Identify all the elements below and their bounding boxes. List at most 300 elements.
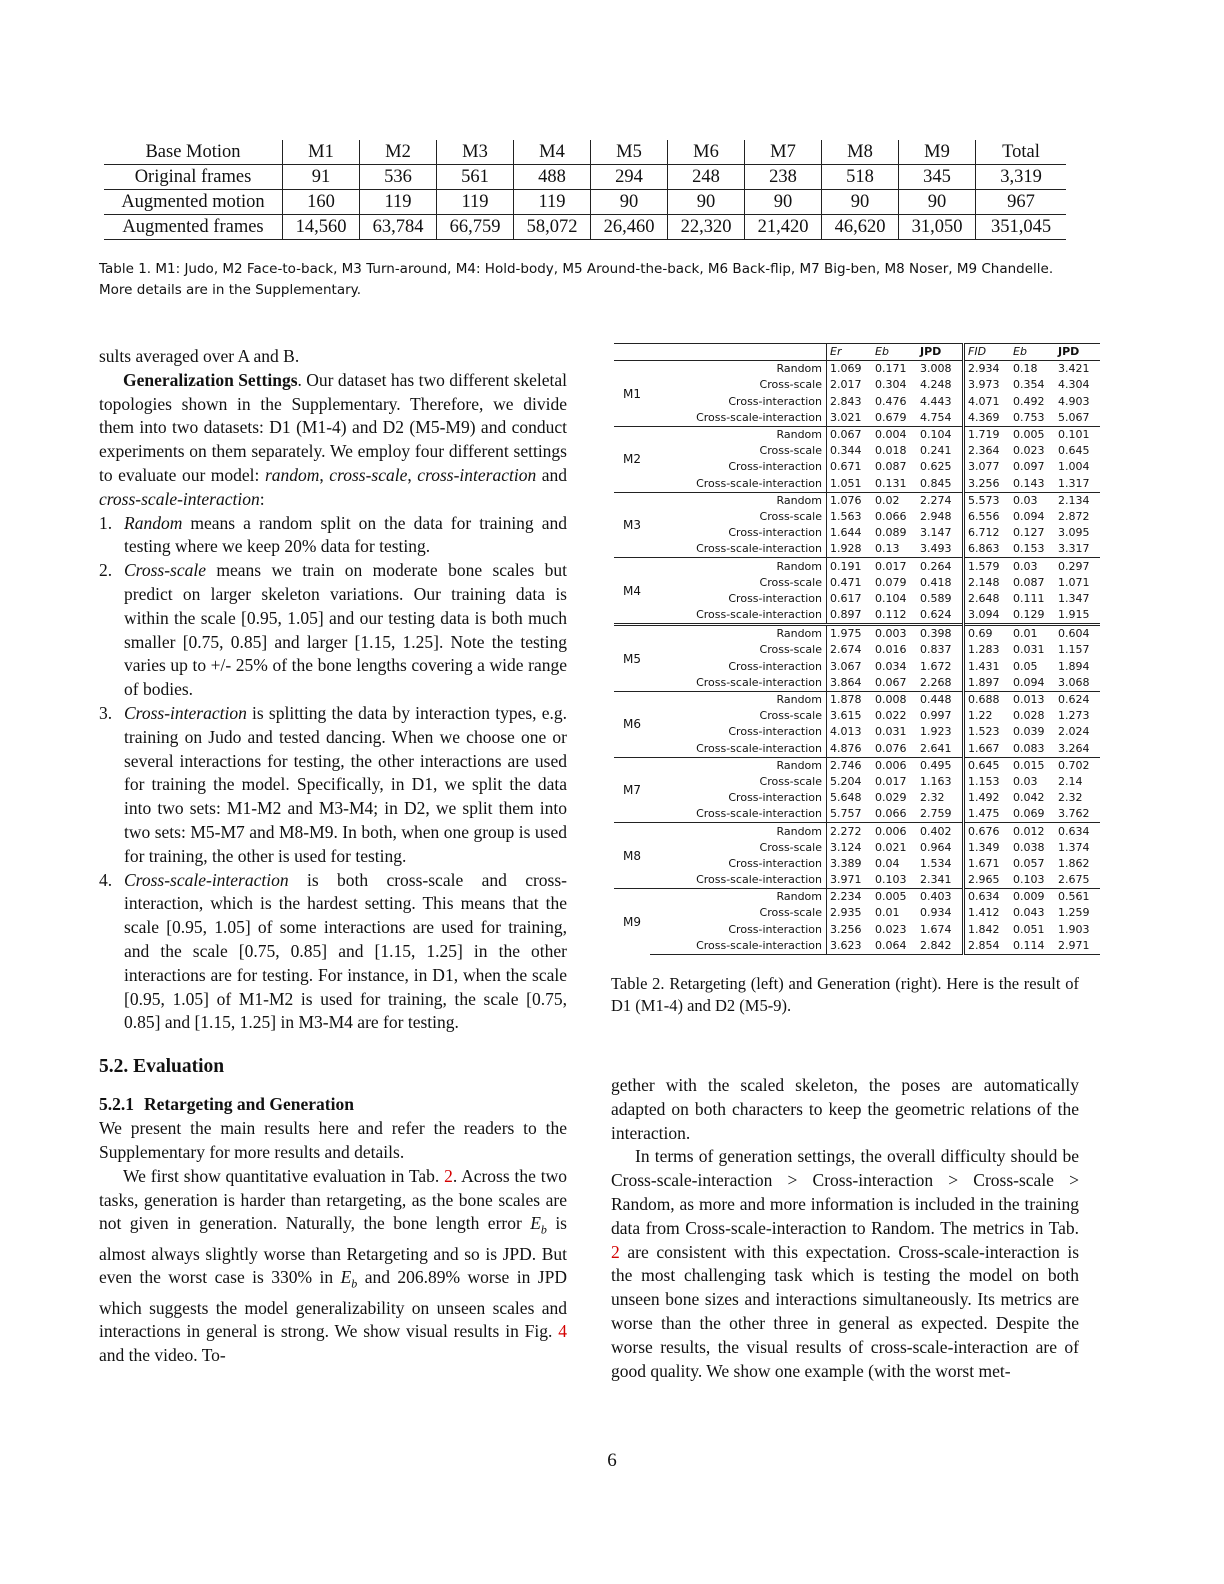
table-cell: 0.495 bbox=[917, 757, 964, 774]
table-cell: M3 bbox=[437, 140, 514, 165]
table-row bbox=[614, 410, 1100, 427]
table-row bbox=[614, 708, 1100, 724]
table-cell: 3.264 bbox=[1058, 741, 1090, 755]
table-row bbox=[614, 872, 1100, 889]
table-cell: 5.204 bbox=[830, 774, 862, 788]
table-cell: 1.283 bbox=[968, 643, 1000, 657]
table-header-row: Er Eb JPD FID Eb JPD bbox=[614, 344, 1100, 361]
table-cell: 1.157 bbox=[1058, 643, 1090, 657]
table-cell: 31,050 bbox=[899, 215, 976, 240]
table-row bbox=[614, 889, 1100, 906]
table-cell: 1.862 bbox=[1058, 856, 1090, 870]
motion-label: M8 bbox=[614, 823, 650, 889]
motion-label: M5 bbox=[614, 625, 650, 692]
setting-label: Random bbox=[650, 625, 827, 643]
table-cell: 6.712 bbox=[968, 526, 1000, 540]
setting-label: Random bbox=[650, 889, 827, 906]
table-cell: 2.024 bbox=[1058, 725, 1090, 739]
table-cell: 21,420 bbox=[745, 215, 822, 240]
table-cell: 0.031 bbox=[875, 725, 907, 739]
table-cell: 1.897 bbox=[968, 675, 1000, 689]
paragraph: sults averaged over A and B. bbox=[99, 346, 300, 366]
table-ref-link[interactable]: 2 bbox=[611, 1241, 620, 1262]
table-row bbox=[614, 377, 1100, 393]
table-row bbox=[614, 625, 1100, 643]
table-cell: 2.843 bbox=[830, 394, 862, 408]
table-cell: 0.101 bbox=[1055, 426, 1100, 443]
table-row bbox=[614, 922, 1100, 938]
setting-label: Cross-scale bbox=[650, 905, 827, 921]
table-cell: 1.644 bbox=[830, 526, 862, 540]
table-cell: 0.671 bbox=[830, 460, 862, 474]
table-cell: 248 bbox=[668, 165, 745, 190]
table-cell: 3.971 bbox=[830, 873, 862, 887]
table-cell: 14,560 bbox=[283, 215, 360, 240]
table-cell: 0.111 bbox=[1013, 591, 1045, 605]
table-cell: 0.604 bbox=[1055, 625, 1100, 643]
table-cell: 0.617 bbox=[830, 591, 862, 605]
table-cell: 1.22 bbox=[968, 709, 993, 723]
table-cell: 0.008 bbox=[872, 691, 917, 708]
table-cell: 0.897 bbox=[830, 608, 862, 622]
table-cell: 561 bbox=[437, 165, 514, 190]
table-cell: 0.934 bbox=[917, 905, 964, 921]
table-cell: Total bbox=[976, 140, 1067, 165]
right-column bbox=[611, 1074, 1079, 1383]
motion-label: M9 bbox=[614, 889, 650, 955]
table-row bbox=[104, 165, 1066, 190]
table-cell: 0.153 bbox=[1013, 542, 1045, 556]
table-cell: M5 bbox=[591, 140, 668, 165]
table-cell: 4.903 bbox=[1058, 394, 1090, 408]
table-cell: 0.039 bbox=[1013, 725, 1045, 739]
table-cell: 0.028 bbox=[1013, 709, 1045, 723]
table-cell: 46,620 bbox=[822, 215, 899, 240]
table-row bbox=[614, 856, 1100, 872]
table-row bbox=[614, 394, 1100, 410]
table-cell: 0.131 bbox=[875, 476, 907, 490]
table-cell: 2.971 bbox=[1055, 938, 1100, 955]
table-cell: 4.248 bbox=[917, 377, 964, 393]
table-cell: 1.076 bbox=[827, 492, 873, 509]
table-cell: 0.103 bbox=[875, 873, 907, 887]
table-cell: 0.127 bbox=[1013, 526, 1045, 540]
table-cell: 0.067 bbox=[827, 426, 873, 443]
table-cell: 0.103 bbox=[1013, 873, 1045, 887]
settings-list bbox=[99, 512, 567, 1036]
table-cell: 2.268 bbox=[917, 675, 964, 692]
table-cell: 1.579 bbox=[964, 558, 1011, 575]
table-cell: 536 bbox=[360, 165, 437, 190]
table-cell: 4.369 bbox=[968, 410, 1000, 424]
table-row bbox=[104, 215, 1066, 240]
table-cell: 3.973 bbox=[968, 378, 1000, 392]
table-row bbox=[614, 492, 1100, 509]
paragraph: gether with the scaled skeleton, the poses are automatically adapted on both characters to keep the geometric relations of the interaction. bbox=[611, 1075, 1079, 1143]
table-cell: 0.688 bbox=[964, 691, 1011, 708]
table-cell: 0.067 bbox=[875, 675, 907, 689]
table-cell: 0.022 bbox=[875, 709, 907, 723]
motion-label: M1 bbox=[623, 386, 641, 401]
table-cell: 0.304 bbox=[875, 378, 907, 392]
table-cell: 2.759 bbox=[917, 806, 964, 823]
table-cell: 1.492 bbox=[968, 791, 1000, 805]
setting-label: Cross-scale-interaction bbox=[650, 741, 827, 758]
table-cell: 0.066 bbox=[875, 807, 907, 821]
table-row bbox=[614, 774, 1100, 790]
table-cell: 0.079 bbox=[875, 575, 907, 589]
table-cell: 2.017 bbox=[830, 378, 862, 392]
table-cell: 3.147 bbox=[917, 525, 964, 541]
table-cell: 4.876 bbox=[830, 741, 862, 755]
table-cell: 2.935 bbox=[830, 906, 862, 920]
setting-label: Cross-scale bbox=[650, 642, 827, 658]
table-cell: 0.114 bbox=[1010, 938, 1055, 955]
figure-ref-link[interactable]: 4 bbox=[558, 1321, 567, 1342]
table-cell: 5.648 bbox=[830, 791, 862, 805]
table-cell: 3,319 bbox=[976, 165, 1067, 190]
table-cell: 2.965 bbox=[968, 873, 1000, 887]
setting-label: Cross-scale-interaction bbox=[650, 872, 827, 889]
table-cell: 1.051 bbox=[830, 476, 862, 490]
table-cell: 3.256 bbox=[830, 922, 862, 936]
table-cell: 0.034 bbox=[875, 659, 907, 673]
table-cell: 1.534 bbox=[917, 856, 964, 872]
table-cell: 0.057 bbox=[1013, 856, 1045, 870]
table-cell: 6.556 bbox=[968, 509, 1000, 523]
table-cell: 0.171 bbox=[875, 362, 907, 376]
table-cell: 0.191 bbox=[827, 558, 873, 575]
table-cell: 2.14 bbox=[1058, 774, 1083, 788]
table-cell: 0.051 bbox=[1013, 922, 1045, 936]
table-cell: 58,072 bbox=[514, 215, 591, 240]
table-cell: 0.01 bbox=[1010, 625, 1055, 643]
table-cell: 1.071 bbox=[1058, 575, 1090, 589]
table-cell: 0.702 bbox=[1055, 757, 1100, 774]
list-item: 1. Random means a random split on the data for training and testing where we keep 20% data for testing. bbox=[99, 512, 567, 557]
table-cell: 3.068 bbox=[1058, 675, 1090, 689]
table-cell: 3.008 bbox=[917, 361, 964, 378]
setting-label: Cross-interaction bbox=[650, 856, 827, 872]
table-row bbox=[614, 476, 1100, 493]
table-cell: 2.274 bbox=[917, 492, 964, 509]
table-row bbox=[614, 806, 1100, 823]
table-cell: 2.32 bbox=[917, 790, 964, 806]
table-cell: 3.124 bbox=[830, 840, 862, 854]
table-cell: 5.067 bbox=[1058, 410, 1090, 424]
table-cell: 0.029 bbox=[875, 791, 907, 805]
paragraph: We first show quantitative evaluation in Tab. 2. Across the two tasks, generation is harder than retargeting, as the bone scales are not given in generation. Naturally, the bone length error $E_b$ is almost always slightly worse than Retargeting and so is JPD. But even the worst case is 330% in $E_b$ and 206.89% worse in JPD which suggests the model generalizability on unseen scales and interactions in general is strong. We show visual results in Fig. 4 and the video. To- bbox=[99, 1165, 567, 1366]
table-cell: 1.878 bbox=[827, 691, 873, 708]
table-cell: 0.676 bbox=[964, 823, 1011, 840]
table-cell: 0.398 bbox=[917, 625, 964, 643]
table-cell: 3.762 bbox=[1058, 807, 1090, 821]
table-cell: 2.842 bbox=[917, 938, 964, 955]
table-cell: 0.012 bbox=[1010, 823, 1055, 840]
table-cell: 0.042 bbox=[1013, 791, 1045, 805]
table-cell: 0.05 bbox=[1013, 659, 1038, 673]
table-cell: 2.934 bbox=[968, 362, 1000, 376]
table-cell: 0.087 bbox=[875, 460, 907, 474]
table-cell: 1.915 bbox=[1058, 608, 1090, 622]
table-cell: 3.094 bbox=[968, 608, 1000, 622]
table-cell: 0.069 bbox=[1013, 807, 1045, 821]
table-cell: 0.097 bbox=[1013, 460, 1045, 474]
table-cell: 2.134 bbox=[1055, 492, 1100, 509]
table-cell: Original frames bbox=[104, 165, 283, 190]
table-cell: Augmented motion bbox=[104, 190, 283, 215]
setting-label: Cross-interaction bbox=[650, 525, 827, 541]
setting-label: Random bbox=[650, 361, 827, 378]
table-cell: 0.076 bbox=[875, 741, 907, 755]
table-cell: 4.754 bbox=[917, 410, 964, 427]
motion-label: M2 bbox=[614, 426, 650, 492]
list-item: 2. Cross-scale means we train on moderate bone scales but predict on larger skeleton variations. Our training data is within the scale [0.95, 1.05] and our testing data is both much smaller [0.75, 0.85] and larger [1.15, 1.25]. Note the testing varies up to +/- 25% of the bone lengths covering a wide range of bodies. bbox=[99, 560, 567, 700]
table-2-caption: Table 2. Retargeting (left) and Generation (right). Here is the result of D1 (M1-4) and D2 (M5-9). bbox=[611, 974, 1079, 1015]
table-cell: 0.094 bbox=[1013, 509, 1045, 523]
table-row bbox=[614, 840, 1100, 856]
table-row bbox=[614, 426, 1100, 443]
table-cell: 3.623 bbox=[827, 938, 873, 955]
table-cell: 1.259 bbox=[1058, 906, 1090, 920]
table-cell: 0.021 bbox=[875, 840, 907, 854]
table-cell: 0.02 bbox=[872, 492, 917, 509]
table-row bbox=[614, 642, 1100, 658]
table-row bbox=[614, 607, 1100, 625]
table-row bbox=[614, 741, 1100, 758]
setting-label: Random bbox=[650, 823, 827, 840]
table-row bbox=[614, 757, 1100, 774]
table-cell: 1.431 bbox=[968, 659, 1000, 673]
table-cell: 0.645 bbox=[1058, 444, 1090, 458]
table-cell: 0.403 bbox=[917, 889, 964, 906]
table-cell: 0.01 bbox=[875, 906, 900, 920]
table-cell: 0.043 bbox=[1013, 906, 1045, 920]
table-cell: 0.004 bbox=[872, 426, 917, 443]
table-cell: 2.746 bbox=[827, 757, 873, 774]
setting-label: Cross-scale-interaction bbox=[650, 806, 827, 823]
table-cell: M7 bbox=[745, 140, 822, 165]
table-cell: 1.563 bbox=[830, 509, 862, 523]
table-cell: 1.894 bbox=[1058, 659, 1090, 673]
table-cell: 4.071 bbox=[968, 394, 1000, 408]
setting-label: Random bbox=[650, 757, 827, 774]
table-cell: 0.845 bbox=[917, 476, 964, 493]
table-cell: 0.03 bbox=[1010, 492, 1055, 509]
table-cell: 1.153 bbox=[968, 774, 1000, 788]
table-cell: 0.009 bbox=[1010, 889, 1055, 906]
table-row bbox=[614, 591, 1100, 607]
table-1 bbox=[104, 140, 1066, 240]
table-cell: 0.089 bbox=[875, 526, 907, 540]
table-row bbox=[614, 558, 1100, 575]
setting-label: Cross-scale bbox=[650, 509, 827, 525]
table-cell: 22,320 bbox=[668, 215, 745, 240]
table-cell: 90 bbox=[745, 190, 822, 215]
table-cell: 0.837 bbox=[917, 642, 964, 658]
page-number: 6 bbox=[607, 1450, 617, 1471]
table-cell: 0.402 bbox=[917, 823, 964, 840]
table-cell: 2.648 bbox=[968, 591, 1000, 605]
setting-label: Cross-scale-interaction bbox=[650, 541, 827, 558]
table-cell: 0.753 bbox=[1013, 410, 1045, 424]
table-cell: 345 bbox=[899, 165, 976, 190]
motion-label: M4 bbox=[614, 558, 650, 625]
table-cell: 1.374 bbox=[1058, 840, 1090, 854]
table-cell: 0.645 bbox=[964, 757, 1011, 774]
table-row bbox=[614, 525, 1100, 541]
table-cell: 0.094 bbox=[1013, 675, 1045, 689]
table-cell: 0.03 bbox=[1013, 774, 1038, 788]
table-cell: 0.005 bbox=[1010, 426, 1055, 443]
setting-label: Cross-scale bbox=[650, 840, 827, 856]
table-cell: 0.69 bbox=[964, 625, 1011, 643]
table-cell: 0.492 bbox=[1013, 394, 1045, 408]
table-cell: M9 bbox=[899, 140, 976, 165]
setting-label: Cross-interaction bbox=[650, 790, 827, 806]
paragraph: In terms of generation settings, the overall difficulty should be Cross-scale-interaction > Cross-interaction > Cross-scale > Random, as more and more information is included in the training data from Cross-scale-interaction to Random. The metrics in Tab. 2 are consistent with this expectation. Cross-scale-interaction is the most challenging task which is testing the model on both unseen bone sizes and interactions simultaneously. Its metrics are worse than the other three in general as expected. Despite the worse results, the visual results of cross-scale-interaction are of good quality. We show one example (with the worst met- bbox=[611, 1146, 1079, 1381]
setting-label: Random bbox=[650, 691, 827, 708]
table-cell: 0.624 bbox=[917, 607, 964, 625]
table-cell: 3.421 bbox=[1058, 362, 1090, 376]
table-cell: 0.04 bbox=[875, 856, 900, 870]
table-cell: 0.241 bbox=[917, 443, 964, 459]
table-cell: 1.672 bbox=[917, 659, 964, 675]
setting-label: Cross-scale-interaction bbox=[650, 675, 827, 692]
table-cell: 0.104 bbox=[875, 591, 907, 605]
section-heading: 5.2. Evaluation bbox=[99, 1056, 225, 1078]
table-cell: 4.443 bbox=[917, 394, 964, 410]
table-cell: 518 bbox=[822, 165, 899, 190]
table-cell: 0.997 bbox=[917, 708, 964, 724]
table-cell: 0.625 bbox=[917, 459, 964, 475]
setting-label: Cross-scale bbox=[650, 575, 827, 591]
table-cell: M6 bbox=[668, 140, 745, 165]
setting-label: Cross-interaction bbox=[650, 922, 827, 938]
table-cell: 1.975 bbox=[827, 625, 873, 643]
table-cell: 3.021 bbox=[830, 410, 862, 424]
table-cell: 1.273 bbox=[1058, 709, 1090, 723]
table-cell: 4.013 bbox=[830, 725, 862, 739]
table-cell: 0.017 bbox=[872, 558, 917, 575]
table-cell: 967 bbox=[976, 190, 1067, 215]
table-cell: 0.104 bbox=[917, 426, 964, 443]
table-row bbox=[614, 509, 1100, 525]
table-cell: 1.719 bbox=[964, 426, 1011, 443]
setting-label: Cross-interaction bbox=[650, 659, 827, 675]
table-cell: 0.561 bbox=[1055, 889, 1100, 906]
table-cell: 1.163 bbox=[917, 774, 964, 790]
table-cell: 90 bbox=[591, 190, 668, 215]
table-cell: 0.005 bbox=[872, 889, 917, 906]
table-cell: 1.903 bbox=[1058, 922, 1090, 936]
table-row bbox=[614, 938, 1100, 955]
table-cell: 0.471 bbox=[830, 575, 862, 589]
setting-label: Cross-scale bbox=[650, 443, 827, 459]
setting-label: Cross-interaction bbox=[650, 591, 827, 607]
table-cell: 0.017 bbox=[875, 774, 907, 788]
table-cell: 351,045 bbox=[976, 215, 1067, 240]
table-cell: 6.863 bbox=[968, 542, 1000, 556]
table-cell: 1.667 bbox=[968, 741, 1000, 755]
table-row bbox=[104, 190, 1066, 215]
table-cell: 1.004 bbox=[1058, 460, 1090, 474]
left-column bbox=[99, 345, 567, 1368]
table-cell: 119 bbox=[437, 190, 514, 215]
setting-label: Cross-scale-interaction bbox=[650, 410, 827, 427]
table-cell: 0.023 bbox=[875, 922, 907, 936]
table-cell: 0.129 bbox=[1013, 608, 1045, 622]
table-cell: 0.143 bbox=[1013, 476, 1045, 490]
table-cell: 1.347 bbox=[1058, 591, 1090, 605]
table-cell: 2.854 bbox=[964, 938, 1011, 955]
table-cell: 0.418 bbox=[917, 575, 964, 591]
table-cell: 2.872 bbox=[1058, 509, 1090, 523]
generalization-paragraph: Generalization Settings. Our dataset has two different skeletal topologies shown in the Supplementary. Therefore, we divide them into two datasets: D1 (M1-4) and D2 (M5-M9) and conduct experiments on them separately. We employ four different settings to evaluate our model: random, cross-scale, cross-interaction and cross-scale-interaction: bbox=[99, 369, 568, 509]
table-row bbox=[614, 459, 1100, 475]
table-cell: 3.095 bbox=[1058, 526, 1090, 540]
table-cell: 1.842 bbox=[968, 922, 1000, 936]
table-ref-link[interactable]: 2 bbox=[444, 1165, 453, 1186]
table-row bbox=[614, 724, 1100, 740]
table-cell: 0.112 bbox=[875, 608, 907, 622]
table-cell: 0.066 bbox=[875, 509, 907, 523]
table-1-caption: Table 1. M1: Judo, M2 Face-to-back, M3 Turn-around, M4: Hold-body, M5 Around-the-back, M6 Back-flip, M7 Big-ben, M8 Noser, M9 Chandelle. More details are in the Supplementary. bbox=[99, 261, 1054, 298]
table-cell: 3.615 bbox=[830, 709, 862, 723]
table-cell: 2.674 bbox=[830, 643, 862, 657]
table-cell: 3.389 bbox=[830, 856, 862, 870]
table-row bbox=[614, 790, 1100, 806]
setting-label: Cross-interaction bbox=[650, 724, 827, 740]
table-cell: 66,759 bbox=[437, 215, 514, 240]
table-cell: 1.317 bbox=[1058, 476, 1090, 490]
table-cell: 0.18 bbox=[1013, 362, 1038, 376]
table-row bbox=[614, 541, 1100, 558]
table-cell: 0.013 bbox=[1010, 691, 1055, 708]
motion-label: M6 bbox=[614, 691, 650, 757]
table-cell: 91 bbox=[283, 165, 360, 190]
table-cell: 0.297 bbox=[1055, 558, 1100, 575]
table-cell: 1.349 bbox=[968, 840, 1000, 854]
table-cell: M4 bbox=[514, 140, 591, 165]
setting-label: Random bbox=[650, 426, 827, 443]
table-cell: 488 bbox=[514, 165, 591, 190]
table-cell: 3.077 bbox=[968, 460, 1000, 474]
table-row bbox=[614, 675, 1100, 692]
table-cell: 0.03 bbox=[1010, 558, 1055, 575]
table-cell: 0.589 bbox=[917, 591, 964, 607]
table-row bbox=[614, 361, 1100, 378]
table-cell: M8 bbox=[822, 140, 899, 165]
table-cell: 26,460 bbox=[591, 215, 668, 240]
table-cell: 119 bbox=[360, 190, 437, 215]
setting-label: Cross-interaction bbox=[650, 459, 827, 475]
setting-label: Cross-scale bbox=[650, 774, 827, 790]
subsection-heading: 5.2.1 Retargeting and Generation bbox=[99, 1094, 354, 1115]
table-cell: 3.067 bbox=[830, 659, 862, 673]
table-cell: 160 bbox=[283, 190, 360, 215]
table-cell: 2.272 bbox=[827, 823, 873, 840]
table-2 bbox=[614, 343, 1100, 955]
table-cell: 0.624 bbox=[1055, 691, 1100, 708]
setting-label: Cross-scale bbox=[650, 377, 827, 393]
table-cell: 3.317 bbox=[1058, 542, 1090, 556]
table-cell: 0.023 bbox=[1013, 444, 1045, 458]
table-cell: 90 bbox=[822, 190, 899, 215]
table-cell: 2.341 bbox=[917, 872, 964, 889]
table-row bbox=[614, 575, 1100, 591]
table-cell: 3.493 bbox=[917, 541, 964, 558]
